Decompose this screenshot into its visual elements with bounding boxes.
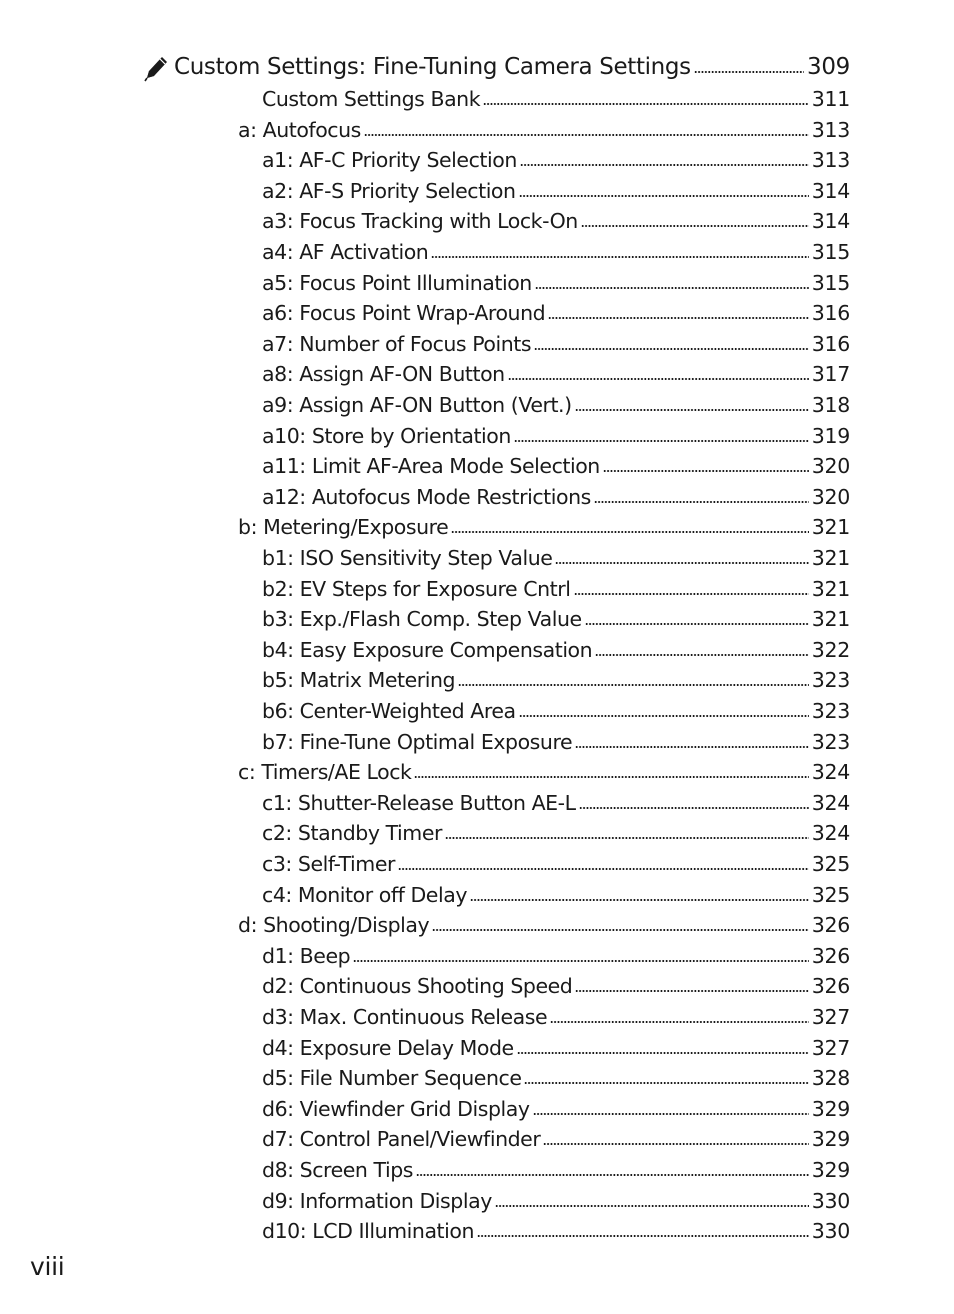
- toc-entry-label: d2: Continuous Shooting Speed: [262, 974, 573, 999]
- toc-entry[interactable]: [262, 1124, 850, 1154]
- dot-leader: [575, 990, 808, 992]
- toc-entry[interactable]: [262, 84, 850, 114]
- toc-entry-page: 324: [811, 790, 850, 815]
- toc-entry[interactable]: [262, 298, 850, 328]
- toc-entry[interactable]: [262, 849, 850, 879]
- dot-leader: [353, 960, 809, 962]
- toc-entry-label: c1: Shutter-Release Button AE-L: [262, 790, 576, 815]
- toc-entry[interactable]: [262, 206, 850, 236]
- toc-entry[interactable]: [262, 665, 850, 695]
- toc-entry-page: 320: [811, 484, 850, 509]
- toc-entry[interactable]: [262, 543, 850, 573]
- toc-entry-page: 329: [811, 1096, 850, 1121]
- toc-entry[interactable]: [262, 421, 850, 451]
- dot-leader: [432, 929, 809, 931]
- dot-leader: [575, 746, 809, 748]
- toc-entry[interactable]: [262, 1216, 850, 1246]
- dot-leader: [416, 1174, 809, 1176]
- toc-entry-label: a12: Autofocus Mode Restrictions: [262, 484, 591, 509]
- toc-entry-page: 324: [811, 760, 850, 785]
- toc-entry[interactable]: [262, 574, 850, 604]
- dot-leader: [451, 531, 808, 533]
- toc-entry[interactable]: [262, 237, 850, 267]
- toc-entry-label: a9: Assign AF-ON Button (Vert.): [262, 393, 572, 417]
- dot-leader: [594, 501, 809, 503]
- toc-entry-label: b1: ISO Sensitivity Step Value: [262, 546, 553, 570]
- toc-entry[interactable]: [262, 390, 850, 420]
- toc-entry-label: d8: Screen Tips: [262, 1158, 414, 1182]
- toc-entry[interactable]: [262, 1063, 850, 1093]
- toc-entry-label: d4: Exposure Delay Mode: [262, 1035, 514, 1060]
- toc-entry-page: 316: [811, 331, 850, 356]
- toc-entry-label: d9: Information Display: [262, 1188, 492, 1213]
- toc-entry-label: a5: Focus Point Illumination: [262, 270, 532, 295]
- toc-entry[interactable]: [262, 941, 850, 971]
- toc-entry-page: 323: [811, 668, 850, 693]
- toc-entry[interactable]: [262, 329, 850, 359]
- toc-entry-page: 319: [811, 423, 850, 448]
- toc-entry-page: 327: [811, 1035, 850, 1060]
- toc-entry-page: 329: [811, 1158, 850, 1182]
- toc-entry-page: 323: [811, 729, 850, 754]
- toc-entry-label: a2: AF-S Priority Selection: [262, 178, 516, 203]
- toc-entry-page: 317: [811, 362, 850, 387]
- toc-entry-page: 326: [811, 913, 850, 938]
- toc-entry-label: a4: AF Activation: [262, 240, 429, 264]
- toc-entry-page: 313: [811, 148, 850, 173]
- toc-entry-page: 316: [811, 301, 850, 326]
- toc-entry-label: a3: Focus Tracking with Lock-On: [262, 209, 578, 234]
- dot-leader: [520, 164, 809, 166]
- dot-leader: [575, 409, 809, 411]
- dot-leader: [514, 440, 809, 442]
- dot-leader: [535, 287, 809, 289]
- toc-section-heading[interactable]: [174, 50, 850, 84]
- dot-leader: [458, 684, 809, 686]
- toc-entry[interactable]: [262, 176, 850, 206]
- toc-entry-label: b2: EV Steps for Exposure Cntrl: [262, 576, 571, 601]
- toc-entry-page: 327: [811, 1005, 850, 1029]
- toc-entry-label: d5: File Number Sequence: [262, 1066, 522, 1091]
- toc-entry-page: 318: [811, 393, 850, 417]
- dot-leader: [414, 776, 808, 778]
- toc-entry-page: 321: [811, 607, 850, 632]
- dot-leader: [495, 1205, 809, 1207]
- toc-entry[interactable]: [262, 1155, 850, 1185]
- toc-entry-page: 326: [811, 974, 850, 999]
- toc-entry-label: c3: Self-Timer: [262, 852, 395, 876]
- toc-entry-label: a: Autofocus: [238, 117, 361, 142]
- toc-entry-label: d10: LCD Illumination: [262, 1219, 475, 1244]
- toc-entry-page: 324: [811, 821, 850, 846]
- dot-leader: [534, 348, 809, 350]
- toc-entry-page: 314: [811, 209, 850, 234]
- toc-entry-label: b: Metering/Exposure: [238, 515, 449, 540]
- toc-entry[interactable]: [262, 788, 850, 818]
- dot-leader: [581, 225, 809, 227]
- dot-leader: [517, 1052, 809, 1054]
- toc-entry-page: 313: [811, 117, 850, 142]
- dot-leader: [398, 868, 809, 870]
- dot-leader: [477, 1235, 809, 1237]
- toc-entry[interactable]: [262, 971, 850, 1001]
- toc-entry-label: a8: Assign AF-ON Button: [262, 362, 505, 387]
- toc-entry[interactable]: [238, 115, 850, 145]
- toc-entry-label: a10: Store by Orientation: [262, 423, 511, 448]
- toc-entry[interactable]: [262, 727, 850, 757]
- toc-entry-label: b3: Exp./Flash Comp. Step Value: [262, 607, 582, 632]
- toc-entry[interactable]: [262, 1094, 850, 1124]
- page-folio: viii: [30, 1252, 65, 1281]
- dot-leader: [585, 623, 809, 625]
- toc-entry-label: a1: AF-C Priority Selection: [262, 148, 517, 173]
- toc-entry[interactable]: [262, 451, 850, 481]
- dot-leader: [470, 899, 809, 901]
- toc-entry-page: 314: [811, 178, 850, 203]
- toc-entry[interactable]: [262, 880, 850, 910]
- toc-entry-label: d1: Beep: [262, 943, 351, 968]
- toc-entry-label: b6: Center-Weighted Area: [262, 699, 516, 723]
- toc-entry-page: 320: [811, 454, 850, 479]
- toc-entry-page: 330: [811, 1219, 850, 1244]
- dot-leader: [524, 1082, 808, 1084]
- toc-entry-page: 315: [811, 240, 850, 264]
- toc-entry[interactable]: [238, 512, 850, 542]
- dot-leader: [431, 256, 808, 258]
- toc-entry[interactable]: [262, 604, 850, 634]
- toc-entry-page: 311: [811, 87, 850, 111]
- dot-leader: [603, 470, 809, 472]
- toc-entry[interactable]: [238, 757, 850, 787]
- toc-entry-label: d6: Viewfinder Grid Display: [262, 1096, 530, 1121]
- toc-entry-page: 328: [811, 1066, 850, 1091]
- toc-entry[interactable]: [262, 818, 850, 848]
- dot-leader: [694, 71, 804, 73]
- toc-entry-label: d: Shooting/Display: [238, 913, 430, 938]
- toc-section-page: 309: [807, 54, 850, 80]
- toc-entry-label: a7: Number of Focus Points: [262, 331, 532, 356]
- toc-entry-label: a11: Limit AF-Area Mode Selection: [262, 454, 600, 479]
- toc-entry-page: 330: [811, 1188, 850, 1213]
- dot-leader: [595, 654, 809, 656]
- dot-leader: [519, 195, 809, 197]
- dot-leader: [364, 134, 809, 136]
- toc-entry-label: b5: Matrix Metering: [262, 668, 456, 693]
- pencil-icon: [143, 54, 169, 82]
- toc-entry-page: 325: [811, 852, 850, 876]
- toc-entry-label: Custom Settings Bank: [262, 87, 481, 111]
- toc-entry-page: 325: [811, 882, 850, 907]
- toc-entry-page: 326: [811, 943, 850, 968]
- toc-entry-page: 321: [811, 546, 850, 570]
- toc-entry-label: b7: Fine-Tune Optimal Exposure: [262, 729, 573, 754]
- dot-leader: [555, 562, 808, 564]
- toc-entry[interactable]: [262, 359, 850, 389]
- toc-entry-label: a6: Focus Point Wrap-Around: [262, 301, 546, 326]
- dot-leader: [550, 1021, 809, 1023]
- toc-entry[interactable]: [238, 910, 850, 940]
- toc-entry[interactable]: [262, 1186, 850, 1216]
- toc-entry-label: c4: Monitor off Delay: [262, 882, 468, 907]
- dot-leader: [445, 837, 809, 839]
- toc-entry[interactable]: [262, 145, 850, 175]
- toc-entry[interactable]: [262, 1002, 850, 1032]
- dot-leader: [508, 378, 809, 380]
- toc-entry-label: b4: Easy Exposure Compensation: [262, 637, 593, 662]
- toc-entry[interactable]: [262, 268, 850, 298]
- dot-leader: [579, 807, 809, 809]
- toc-entry[interactable]: [262, 635, 850, 665]
- toc-entry-label: d7: Control Panel/Viewfinder: [262, 1127, 541, 1152]
- dot-leader: [483, 103, 809, 105]
- toc-entry[interactable]: [262, 696, 850, 726]
- dot-leader: [543, 1143, 808, 1145]
- toc-entry-page: 329: [811, 1127, 850, 1152]
- toc-entry-page: 321: [811, 515, 850, 540]
- toc-entry-page: 315: [811, 270, 850, 295]
- toc-entry-label: c: Timers/AE Lock: [238, 760, 412, 785]
- toc-entry-page: 323: [811, 699, 850, 723]
- toc-entry-label: c2: Standby Timer: [262, 821, 442, 846]
- dot-leader: [519, 715, 809, 717]
- toc-section-title: Custom Settings: Fine-Tuning Camera Settings: [174, 54, 691, 80]
- toc-entry[interactable]: [262, 482, 850, 512]
- dot-leader: [533, 1113, 809, 1115]
- toc-entry-page: 321: [811, 576, 850, 601]
- dot-leader: [574, 593, 809, 595]
- dot-leader: [548, 317, 809, 319]
- toc-entry[interactable]: [262, 1033, 850, 1063]
- toc-entry-label: d3: Max. Continuous Release: [262, 1005, 548, 1029]
- toc-entry-page: 322: [811, 637, 850, 662]
